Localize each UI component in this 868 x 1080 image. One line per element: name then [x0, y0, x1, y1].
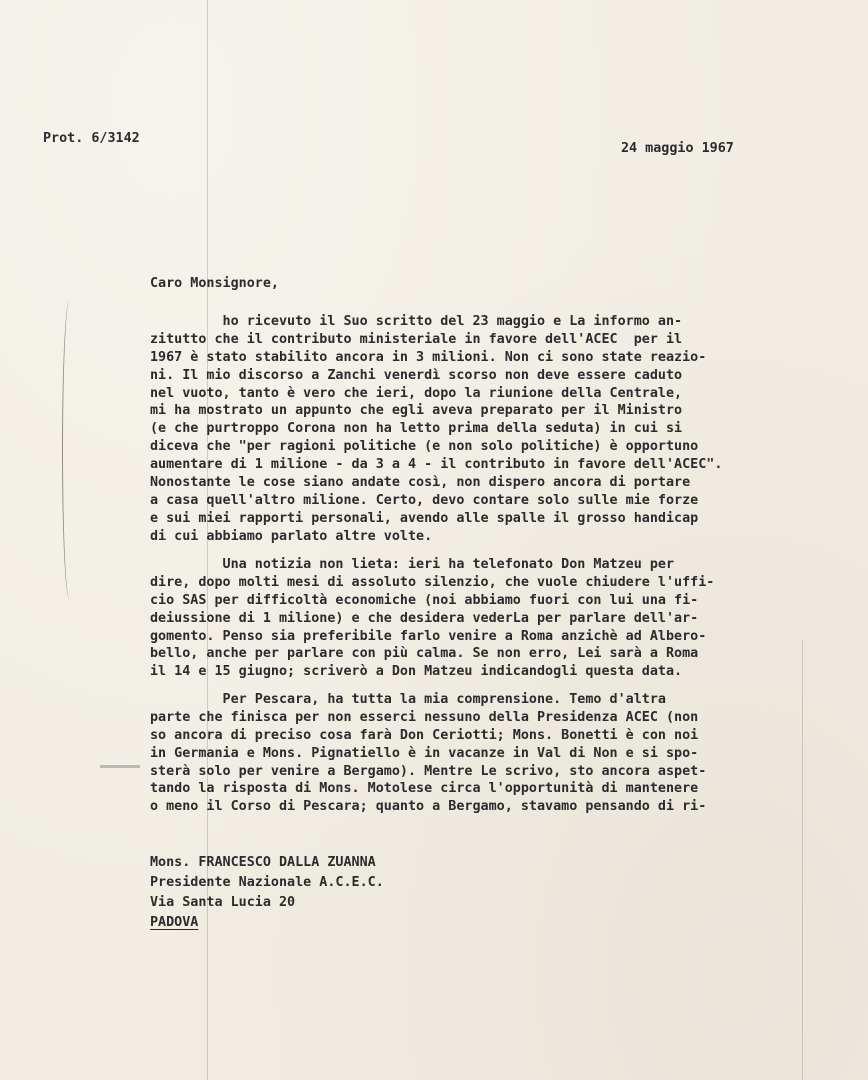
- recipient-city: PADOVA: [150, 915, 199, 930]
- stray-ink-mark: [100, 765, 140, 768]
- protocol-number: Prot. 6/3142: [43, 131, 140, 146]
- text-line: nel vuoto, tanto è vero che ieri, dopo la riunione della Centrale,: [150, 385, 683, 401]
- text-line: o meno il Corso di Pescara; quanto a Bergamo, stavamo pensando di ri-: [150, 799, 707, 815]
- recipient-street: Via Santa Lucia 20: [150, 895, 296, 910]
- paragraph-3: [150, 691, 840, 816]
- text-line: deiussione di 1 milione) e che desidera vederLa per parlare dell'ar-: [150, 610, 699, 626]
- text-line: parte che finisca per non esserci nessuno della Presidenza ACEC (non: [150, 709, 699, 725]
- text-line: zitutto che il contributo ministeriale in favore dell'ACEC per il: [150, 331, 683, 347]
- text-line: a casa quell'altro milione. Certo, devo contare solo sulle mie forze: [150, 492, 699, 508]
- text-line: sterà solo per venire a Bergamo). Mentre Le scrivo, sto ancora aspet-: [150, 763, 707, 779]
- margin-pen-mark: [62, 300, 77, 600]
- text-line: so ancora di preciso cosa farà Don Ceriotti; Mons. Bonetti è con noi: [150, 727, 699, 743]
- paragraph-1: [150, 313, 840, 546]
- recipient-title: Presidente Nazionale A.C.E.C.: [150, 875, 384, 890]
- text-line: e sui miei rapporti personali, avendo alle spalle il grosso handicap: [150, 510, 699, 526]
- letter-date: 24 maggio 1967: [621, 141, 734, 156]
- text-line: aumentare di 1 milione - da 3 a 4 - il contributo in favore dell'ACEC".: [150, 457, 723, 473]
- text-line: diceva che "per ragioni politiche (e non solo politiche) è opportuno: [150, 439, 699, 455]
- text-line: il 14 e 15 giugno; scriverò a Don Matzeu indicandogli questa data.: [150, 664, 683, 680]
- text-line: mi ha mostrato un appunto che egli aveva preparato per il Ministro: [150, 403, 683, 419]
- text-line: bello, anche per parlare con più calma. Se non erro, Lei sarà a Roma: [150, 646, 699, 662]
- text-line: in Germania e Mons. Pignatiello è in vacanze in Val di Non e si spo-: [150, 745, 699, 761]
- text-line: Una notizia non lieta: ieri ha telefonato Don Matzeu per: [150, 557, 675, 572]
- recipient-name: Mons. FRANCESCO DALLA ZUANNA: [150, 855, 376, 870]
- paragraph-2: [150, 556, 840, 681]
- text-line: di cui abbiamo parlato altre volte.: [150, 528, 433, 544]
- text-line: cio SAS per difficoltà economiche (noi abbiamo fuori con lui una fi-: [150, 592, 699, 608]
- text-line: (e che purtroppo Corona non ha letto prima della seduta) in cui si: [150, 421, 683, 437]
- text-line: Nonostante le cose siano andate così, non dispero ancora di portare: [150, 475, 691, 491]
- recipient-address: [150, 853, 384, 933]
- text-line: 1967 è stato stabilito ancora in 3 milioni. Non ci sono state reazio-: [150, 349, 707, 365]
- text-line: dire, dopo molti mesi di assoluto silenzio, che vuole chiudere l'uffi-: [150, 574, 715, 590]
- text-line: tando la risposta di Mons. Motolese circa l'opportunità di mantenere: [150, 781, 699, 797]
- text-line: Per Pescara, ha tutta la mia comprensione. Temo d'altra: [150, 692, 666, 707]
- salutation: Caro Monsignore,: [150, 276, 279, 291]
- text-line: ho ricevuto il Suo scritto del 23 maggio e La informo an-: [150, 314, 683, 329]
- text-line: gomento. Penso sia preferibile farlo venire a Roma anzichè ad Albero-: [150, 628, 707, 644]
- text-line: ni. Il mio discorso a Zanchi venerdì scorso non deve essere caduto: [150, 367, 683, 383]
